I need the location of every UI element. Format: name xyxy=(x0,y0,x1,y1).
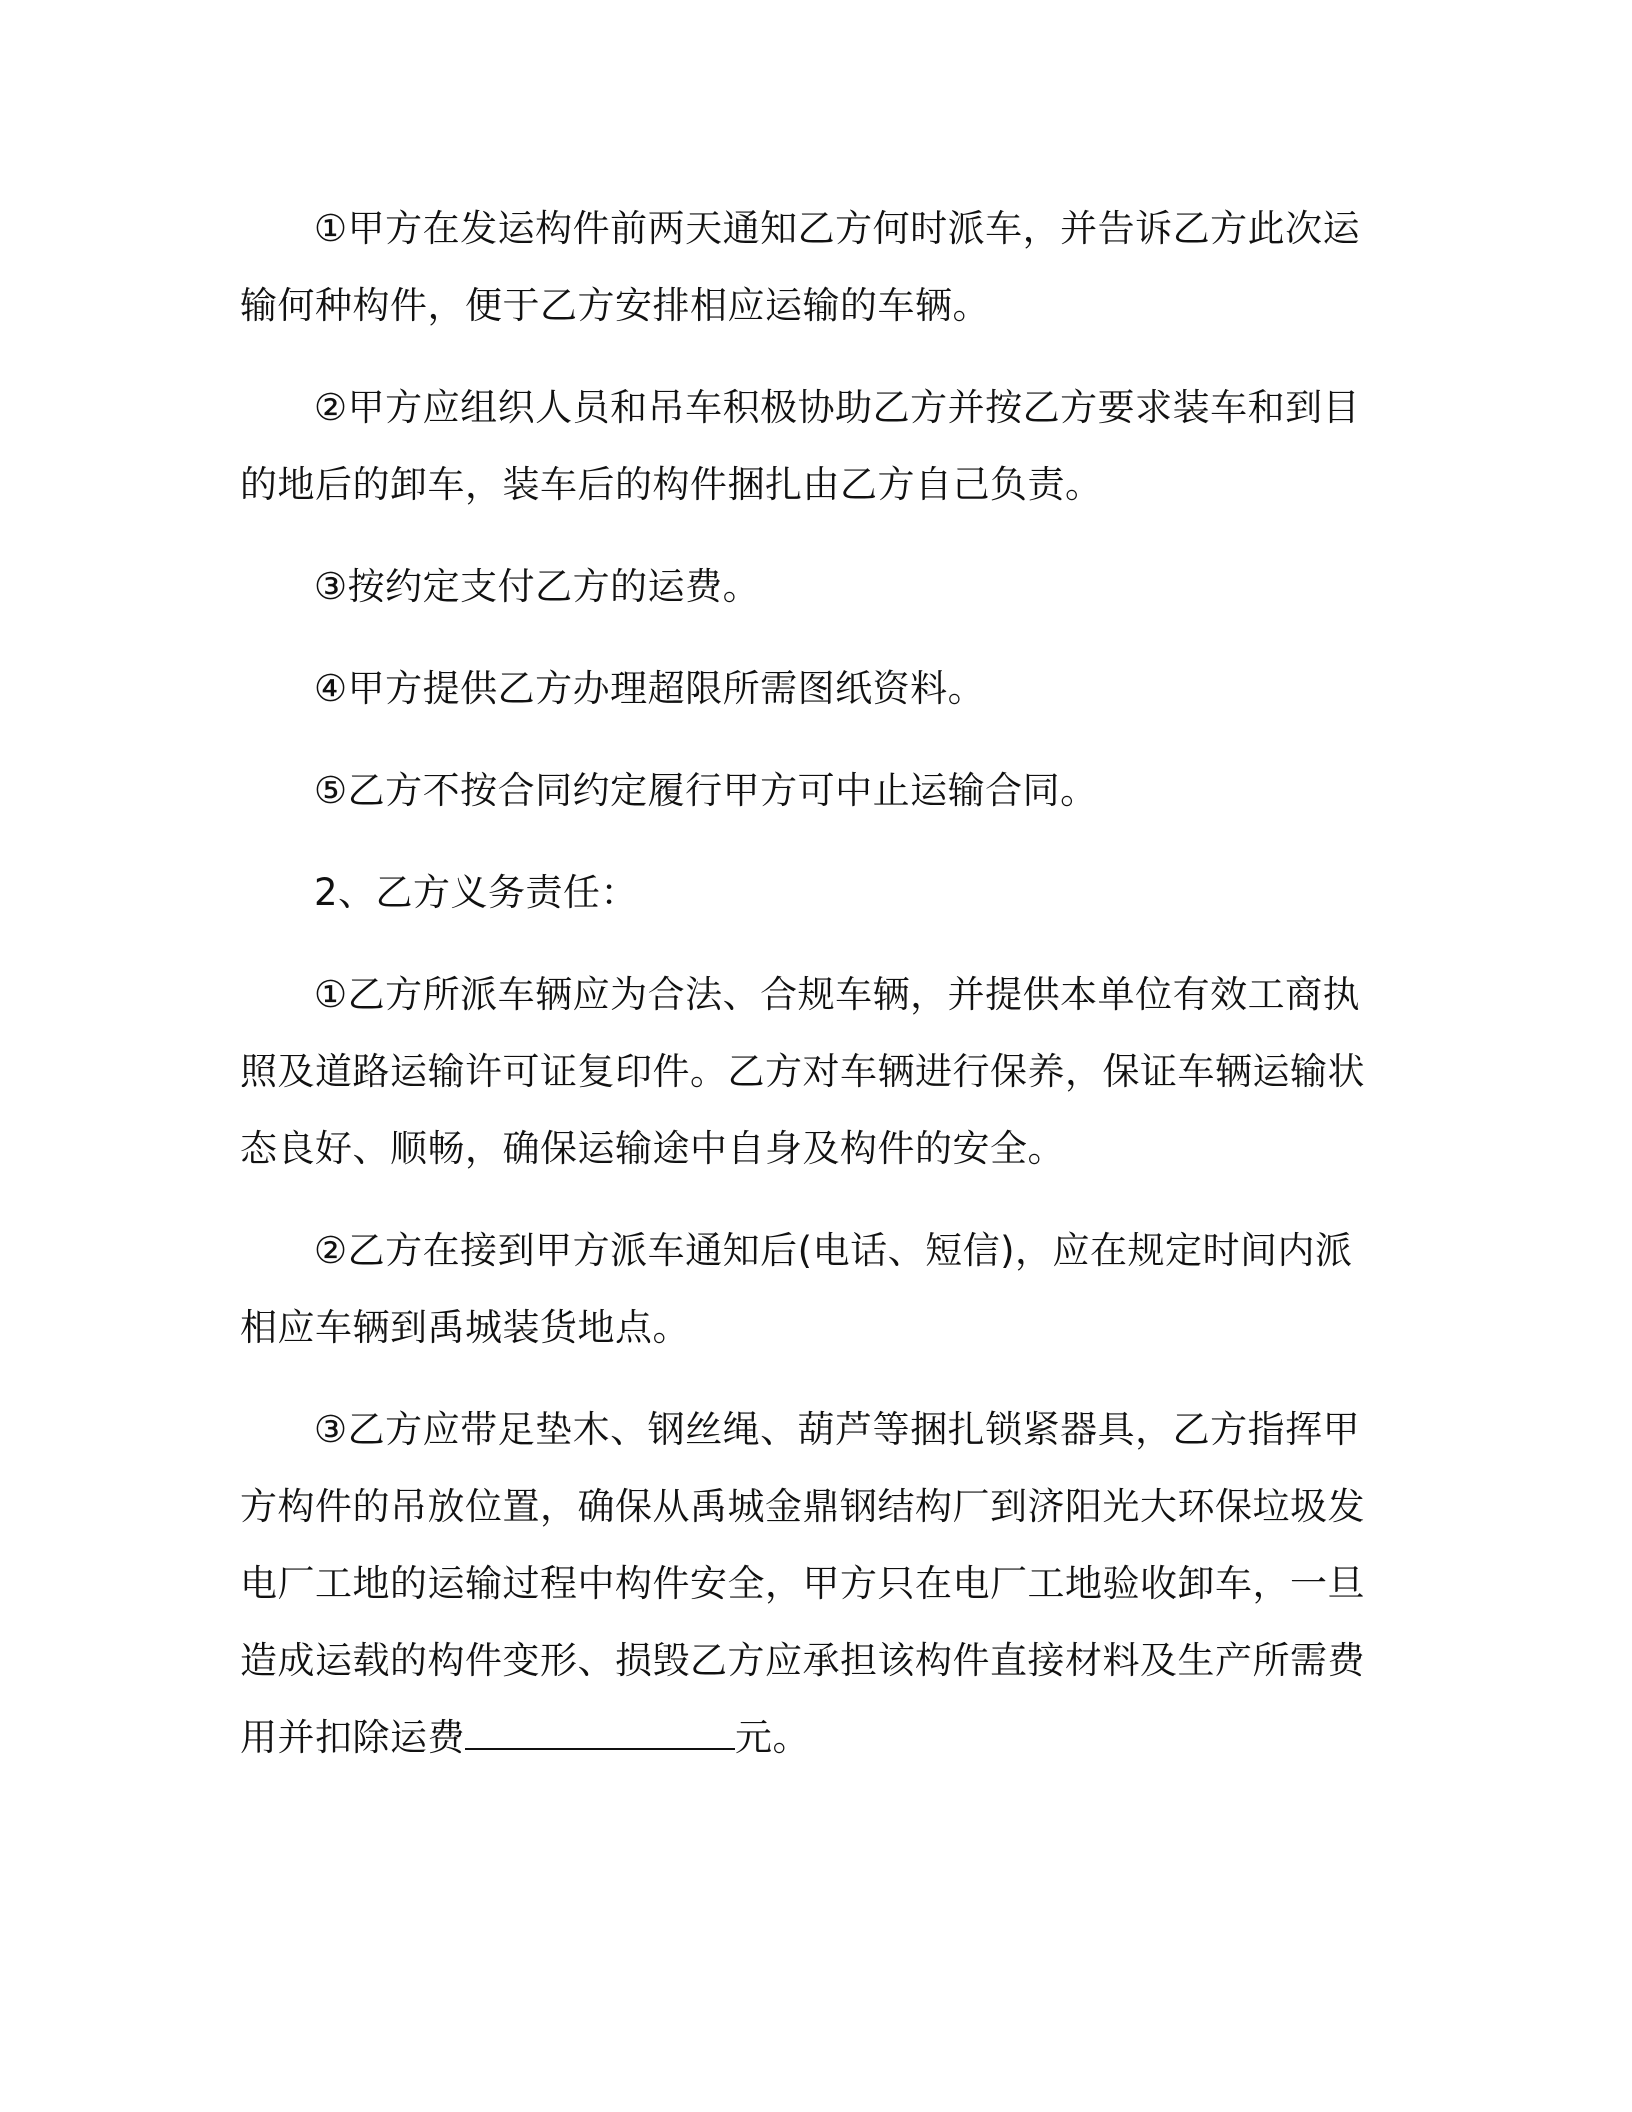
paragraph-party-b-vehicles: ①乙方所派车辆应为合法、合规车辆，并提供本单位有效工商执照及道路运输许可证复印件。乙方对车辆进行保养，保证车辆运输状态良好、顺畅，确保运输途中自身及构件的安全。 xyxy=(240,973,1365,1170)
paragraph-party-a-loading: ②甲方应组织人员和吊车积极协助乙方并按乙方要求装车和到目的地后的卸车，装车后的构件捆扎由乙方自己负责。 xyxy=(240,386,1361,506)
paragraph-party-a-drawings: ④甲方提供乙方办理超限所需图纸资料。 xyxy=(314,667,986,710)
paragraph-party-a-notice: ①甲方在发运构件前两天通知乙方何时派车，并告诉乙方此次运输何种构件，便于乙方安排相应运输的车辆。 xyxy=(240,207,1361,327)
paragraph-party-b-safety-text: ③乙方应带足垫木、钢丝绳、葫芦等捆扎锁紧器具，乙方指挥甲方构件的吊放位置，确保从禹城金鼎钢结构厂到济阳光大环保垃圾发电厂工地的运输过程中构件安全，甲方只在电厂工地验收卸车，一旦造成运载的构件变形、损毁乙方应承担该构件直接材料及生产所需费用并扣除运费 xyxy=(240,1408,1365,1759)
paragraph-party-b-dispatch: ②乙方在接到甲方派车通知后(电话、短信)，应在规定时间内派相应车辆到禹城装货地点。 xyxy=(240,1229,1353,1349)
paragraph-party-a-termination: ⑤乙方不按合同约定履行甲方可中止运输合同。 xyxy=(314,769,1098,812)
document-body xyxy=(240,190,1370,1801)
section-heading-party-b-duties: 2、乙方义务责任： xyxy=(314,871,639,914)
freight-deduction-blank xyxy=(465,1718,735,1750)
paragraph-party-a-payment: ③按约定支付乙方的运费。 xyxy=(314,565,761,608)
paragraph-party-b-safety xyxy=(240,1391,1370,1776)
paragraph-party-b-safety-suffix: 元。 xyxy=(735,1716,810,1759)
